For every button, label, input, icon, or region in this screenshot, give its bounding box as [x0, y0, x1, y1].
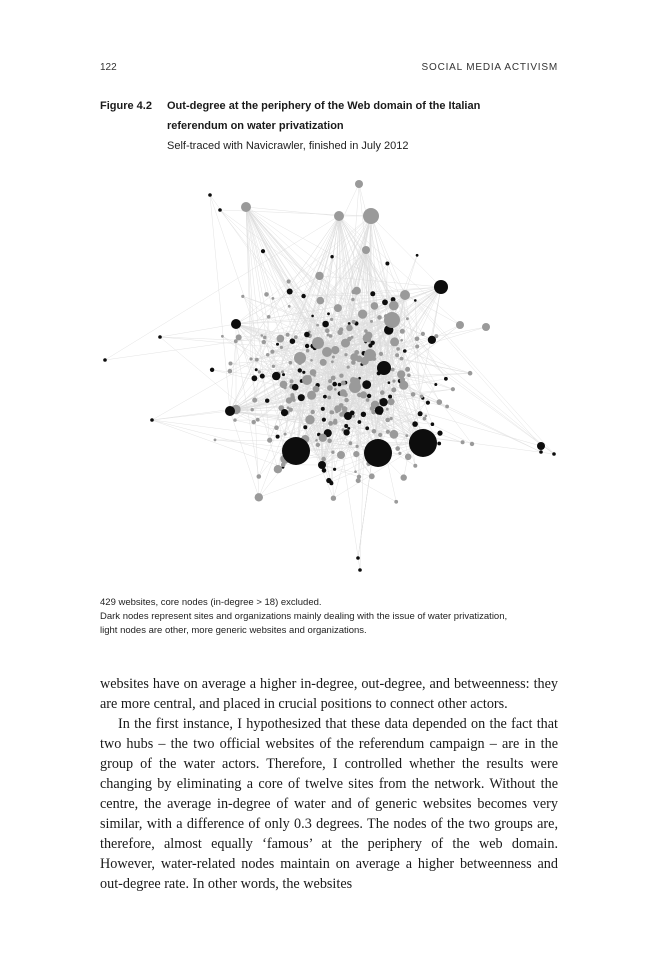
dark-node — [218, 208, 222, 212]
light-node — [261, 334, 264, 337]
light-node — [391, 387, 396, 392]
dark-node — [367, 394, 371, 398]
graph-edge — [246, 207, 328, 335]
light-node — [425, 415, 428, 418]
light-node — [397, 370, 405, 378]
light-node — [363, 208, 379, 224]
light-node — [330, 410, 334, 414]
light-node — [302, 375, 312, 385]
dark-node — [208, 193, 212, 197]
dark-node — [403, 349, 407, 353]
dark-node — [358, 568, 362, 572]
dark-node — [388, 395, 392, 399]
light-node — [249, 357, 252, 360]
light-node — [337, 451, 345, 459]
light-node — [379, 352, 383, 356]
light-node — [334, 304, 342, 312]
light-node — [386, 430, 390, 434]
dark-node — [261, 249, 265, 253]
light-node — [399, 381, 408, 390]
figure-caption — [100, 596, 560, 638]
light-node — [415, 345, 419, 349]
light-node — [421, 332, 425, 336]
graph-edges — [105, 184, 554, 570]
dark-node — [255, 368, 258, 371]
light-node — [423, 417, 427, 421]
dark-node — [416, 254, 419, 257]
light-node — [355, 180, 363, 188]
light-node — [315, 272, 323, 280]
dark-node — [412, 421, 418, 427]
light-node — [256, 418, 260, 422]
light-node — [288, 305, 291, 308]
light-node — [320, 359, 327, 366]
light-node — [328, 421, 333, 426]
dark-node — [431, 422, 435, 426]
light-node — [327, 396, 331, 400]
light-node — [351, 298, 354, 301]
light-node — [331, 496, 336, 501]
light-node — [280, 346, 283, 349]
dark-node — [272, 372, 280, 380]
dark-node — [303, 425, 307, 429]
dark-node — [311, 315, 314, 318]
light-node — [274, 425, 279, 430]
light-node — [270, 350, 274, 354]
dark-node — [103, 358, 107, 362]
light-node — [354, 470, 357, 473]
light-node — [386, 408, 389, 411]
light-node — [340, 389, 347, 396]
light-node — [277, 335, 285, 343]
light-node — [262, 340, 266, 344]
dark-node — [356, 556, 360, 560]
light-node — [356, 445, 359, 448]
light-node — [349, 441, 353, 445]
light-node — [413, 464, 417, 468]
light-node — [233, 418, 236, 421]
light-node — [344, 398, 348, 402]
light-node — [310, 369, 317, 376]
light-node — [252, 420, 256, 424]
light-node — [363, 334, 372, 343]
light-node — [405, 434, 408, 437]
light-node — [337, 330, 342, 335]
light-node — [319, 434, 327, 442]
light-node — [334, 211, 344, 221]
dark-node — [322, 418, 326, 422]
light-node — [330, 318, 333, 321]
dark-node — [298, 368, 302, 372]
dark-node — [344, 424, 348, 428]
light-node — [339, 374, 343, 378]
light-node — [437, 399, 443, 405]
light-node — [364, 349, 376, 361]
dark-node — [304, 332, 310, 338]
caption-line: Dark nodes represent sites and organizations mainly dealing with the issue of water privatization, — [100, 611, 508, 622]
light-node — [333, 420, 338, 425]
light-node — [255, 358, 259, 362]
graph-edge — [288, 184, 359, 335]
light-node — [317, 297, 325, 305]
dark-node — [150, 418, 154, 422]
light-node — [241, 202, 251, 212]
dark-node — [382, 299, 388, 305]
dark-node — [305, 344, 309, 348]
light-node — [346, 325, 353, 332]
dark-node — [292, 384, 299, 391]
light-node — [257, 474, 262, 479]
light-node — [313, 386, 320, 393]
light-node — [389, 301, 399, 311]
light-node — [327, 439, 332, 444]
dark-node — [298, 394, 305, 401]
light-node — [366, 398, 370, 402]
dark-node — [365, 426, 369, 430]
dark-node — [426, 401, 430, 405]
light-node — [390, 337, 399, 346]
light-node — [214, 439, 217, 442]
light-node — [378, 433, 382, 437]
light-node — [221, 335, 224, 338]
dark-node — [332, 382, 337, 387]
dark-node — [322, 321, 329, 328]
dark-node — [364, 439, 392, 467]
light-node — [405, 367, 410, 372]
light-node — [356, 478, 361, 483]
graph-edge — [210, 195, 230, 411]
light-node — [482, 323, 490, 331]
light-node — [451, 387, 455, 391]
light-node — [287, 279, 291, 283]
light-node — [327, 385, 333, 391]
dark-node — [537, 442, 545, 450]
light-node — [311, 410, 315, 414]
dark-node — [265, 399, 269, 403]
dark-node — [347, 427, 350, 430]
light-node — [334, 388, 337, 391]
light-node — [401, 474, 407, 480]
dark-node — [302, 371, 305, 374]
light-node — [294, 335, 298, 339]
light-node — [400, 329, 405, 334]
light-node — [360, 391, 367, 398]
caption-line: light nodes are other, more generic websites and organizations. — [100, 625, 367, 636]
light-node — [344, 353, 347, 356]
light-node — [252, 398, 257, 403]
light-node — [390, 417, 393, 420]
dark-node — [231, 319, 241, 329]
light-node — [420, 395, 424, 399]
light-node — [241, 295, 244, 298]
light-node — [267, 438, 272, 443]
graph-edge — [220, 210, 371, 216]
light-node — [272, 365, 275, 368]
dark-node — [418, 411, 423, 416]
light-node — [347, 366, 350, 369]
dark-node — [434, 383, 437, 386]
light-node — [294, 352, 306, 364]
light-node — [398, 452, 401, 455]
light-node — [411, 392, 416, 397]
graph-edge — [371, 216, 405, 295]
dark-node — [552, 452, 556, 456]
dark-node — [281, 409, 288, 416]
light-node — [388, 398, 395, 405]
dark-node — [287, 289, 293, 295]
dark-node — [290, 338, 296, 344]
light-node — [385, 418, 390, 423]
light-node — [468, 371, 473, 376]
light-node — [228, 369, 233, 374]
light-node — [229, 362, 233, 366]
caption-line: 429 websites, core nodes (in-degree > 18) excluded. — [100, 597, 322, 608]
light-node — [316, 443, 320, 447]
dark-node — [343, 429, 349, 435]
dark-node — [276, 435, 280, 439]
dark-node — [338, 383, 342, 387]
light-node — [310, 359, 313, 362]
light-node — [341, 381, 346, 386]
light-node — [236, 334, 242, 340]
light-node — [371, 302, 379, 310]
dark-node — [327, 312, 330, 315]
light-node — [405, 454, 412, 461]
light-node — [350, 353, 358, 361]
dark-node — [348, 322, 351, 325]
light-node — [329, 334, 333, 338]
light-node — [331, 346, 339, 354]
light-node — [274, 465, 282, 473]
dark-node — [375, 406, 384, 415]
light-node — [331, 376, 336, 381]
light-node — [395, 446, 400, 451]
figure-subtitle: Self-traced with Navicrawler, finished in July 2012 — [167, 140, 409, 152]
light-node — [325, 328, 330, 333]
dark-node — [260, 374, 265, 379]
light-node — [461, 440, 465, 444]
light-node — [284, 433, 287, 436]
light-node — [377, 315, 382, 320]
light-node — [328, 379, 332, 383]
light-node — [286, 333, 290, 337]
light-node — [358, 310, 367, 319]
dark-node — [539, 450, 543, 454]
light-node — [315, 439, 318, 442]
dark-node — [444, 377, 448, 381]
figure-title: Out-degree at the periphery of the Web domain of the Italian referendum on water privatization — [167, 100, 481, 132]
light-node — [267, 315, 271, 319]
light-node — [331, 451, 334, 454]
dark-node — [428, 336, 436, 344]
dark-node — [282, 437, 310, 465]
light-node — [280, 381, 288, 389]
light-node — [372, 429, 377, 434]
light-node — [255, 493, 263, 501]
dark-node — [252, 375, 258, 381]
light-node — [272, 297, 275, 300]
light-node — [407, 373, 411, 377]
dark-node — [437, 431, 442, 436]
light-node — [456, 321, 464, 329]
dark-node — [318, 461, 326, 469]
dark-node — [414, 299, 417, 302]
light-node — [369, 473, 375, 479]
light-node — [341, 339, 350, 348]
light-node — [306, 349, 310, 353]
dark-node — [437, 442, 441, 446]
dark-node — [282, 373, 285, 376]
light-node — [264, 292, 269, 297]
light-node — [391, 368, 395, 372]
page-header — [100, 62, 558, 76]
light-node — [392, 380, 395, 383]
dark-node — [362, 380, 371, 389]
dark-node — [333, 468, 336, 471]
dark-node — [326, 478, 331, 483]
dark-node — [377, 361, 391, 375]
dark-node — [385, 262, 389, 266]
network-graph-figure — [100, 165, 560, 585]
light-node — [332, 356, 335, 359]
dark-node — [409, 429, 437, 457]
dark-node — [158, 335, 162, 339]
body-text — [100, 674, 558, 894]
light-node — [263, 336, 267, 340]
light-node — [445, 405, 449, 409]
light-node — [394, 500, 398, 504]
light-node — [352, 320, 356, 324]
body-paragraph: In the first instance, I hypothesized that these data depended on the fact that two hubs – the two official websites of the referendum campaign – are in the group of the water actors. Therefore, I controlled whether the results were changing by eliminating a core of twelve sites from the network. Without the centre, the average in-degree of water and of generic websites becomes very similar, with a difference of only 0.3 degrees. The nodes of the two groups are, therefore, almost equally ‘famous’ at the periphery of the web domain. However, water-related nodes maintain on average a higher betweenness and out-degree rate. In other words, the websites — [100, 716, 558, 892]
graph-edge — [417, 339, 446, 379]
running-title: SOCIAL MEDIA ACTIVISM — [421, 62, 558, 73]
light-node — [251, 408, 254, 411]
light-node — [331, 360, 334, 363]
dark-node — [388, 381, 391, 384]
light-node — [395, 353, 399, 357]
light-node — [305, 415, 314, 424]
light-node — [258, 370, 261, 373]
light-node — [307, 391, 316, 400]
light-node — [470, 442, 474, 446]
light-node — [353, 287, 361, 295]
light-node — [321, 457, 326, 462]
graph-edge — [152, 411, 230, 420]
light-node — [316, 324, 319, 327]
graph-edge — [105, 337, 265, 360]
light-node — [415, 337, 420, 342]
dark-node — [276, 343, 279, 346]
light-node — [390, 430, 399, 439]
light-node — [334, 405, 341, 412]
dark-node — [344, 412, 352, 420]
graph-edge — [358, 481, 396, 502]
dark-node — [361, 412, 366, 417]
light-node — [289, 361, 293, 365]
body-paragraph: websites have on average a higher in-degree, out-degree, and betweenness: they are more central, and placed in crucial positions to connect other actors. — [100, 676, 558, 712]
light-node — [406, 317, 409, 320]
light-node — [380, 390, 385, 395]
light-node — [312, 337, 324, 349]
light-node — [384, 312, 400, 328]
dark-node — [321, 407, 325, 411]
light-node — [370, 320, 373, 323]
light-node — [353, 451, 359, 457]
light-node — [266, 353, 270, 357]
dark-node — [379, 398, 387, 406]
light-node — [289, 408, 293, 412]
light-node — [396, 347, 400, 351]
dark-node — [434, 280, 448, 294]
light-node — [322, 347, 332, 357]
page-number: 122 — [100, 62, 117, 73]
figure-label: Figure 4.2 — [100, 100, 152, 112]
dark-node — [210, 368, 214, 372]
light-node — [349, 381, 361, 393]
light-node — [362, 246, 370, 254]
light-node — [286, 397, 292, 403]
dark-node — [301, 294, 305, 298]
dark-node — [371, 341, 375, 345]
dark-node — [358, 420, 362, 424]
dark-node — [225, 406, 235, 416]
graph-edge — [152, 420, 283, 467]
dark-node — [323, 395, 327, 399]
dark-node — [370, 291, 375, 296]
light-node — [400, 339, 403, 342]
light-node — [289, 379, 293, 383]
light-node — [400, 290, 410, 300]
light-node — [400, 357, 404, 361]
light-node — [281, 370, 284, 373]
dark-node — [330, 255, 333, 258]
